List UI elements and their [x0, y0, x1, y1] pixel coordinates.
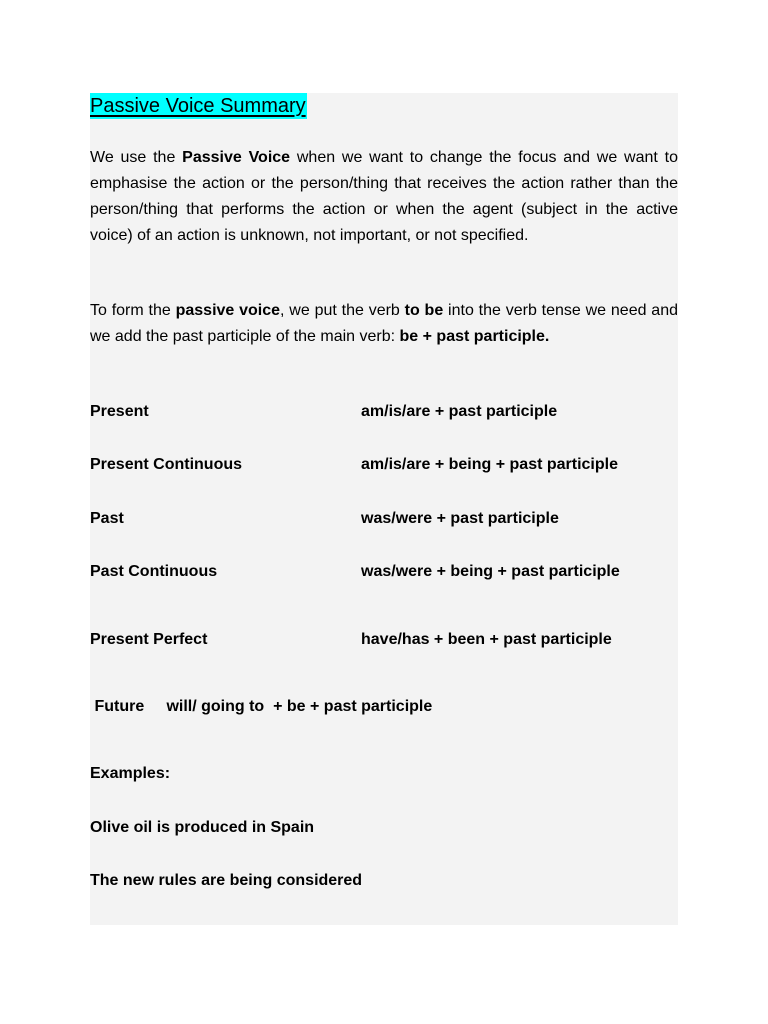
tense-formula: am/is/are + past participle: [361, 403, 558, 420]
intro-paragraph: [90, 145, 678, 249]
intro-text-start: We use the: [90, 149, 183, 166]
tense-formula: was/were + past participle: [361, 510, 559, 527]
tense-formula: have/has + been + past participle: [361, 631, 612, 648]
formation-text-3: into the verb tense we need and we add the past participle of the main verb:: [90, 302, 678, 345]
tense-name: Present Continuous: [90, 456, 243, 473]
future-tense-line: Future will/ going to + be + past participle: [90, 698, 433, 715]
tense-name: Present Perfect: [90, 631, 208, 648]
tense-formula: am/is/are + being + past participle: [361, 456, 618, 473]
formation-text-2: , we put the verb: [280, 302, 405, 319]
tense-row: [90, 453, 678, 477]
formation-bold-2: to be: [404, 302, 444, 319]
formation-text-1: To form the: [90, 302, 176, 319]
example-sentence: Olive oil is produced in Spain: [90, 819, 315, 836]
tense-name: Past: [90, 510, 124, 527]
tense-name: Past Continuous: [90, 563, 218, 580]
formation-bold-3: be + past participle.: [399, 328, 550, 345]
formation-bold-1: passive voice: [175, 302, 281, 319]
formation-paragraph: [90, 298, 678, 350]
example-sentence: The new rules are being considered: [90, 872, 363, 889]
tense-row: [90, 507, 678, 531]
tense-name: Present: [90, 403, 149, 420]
examples-heading: Examples:: [90, 765, 171, 782]
tense-formula: was/were + being + past participle: [361, 563, 620, 580]
tense-row: [90, 628, 678, 652]
intro-bold-term: Passive Voice: [182, 149, 291, 166]
intro-text-end: when we want to change the focus and we want to emphasise the action or the person/thing that receives the action rather than the person/thing that performs the action or when the agent (subject in the active voice) of an action is unknown, not important, or not specified.: [90, 149, 678, 244]
document-title: Passive Voice Summary: [90, 95, 306, 117]
tense-row: [90, 560, 678, 584]
tense-row: [90, 400, 678, 424]
